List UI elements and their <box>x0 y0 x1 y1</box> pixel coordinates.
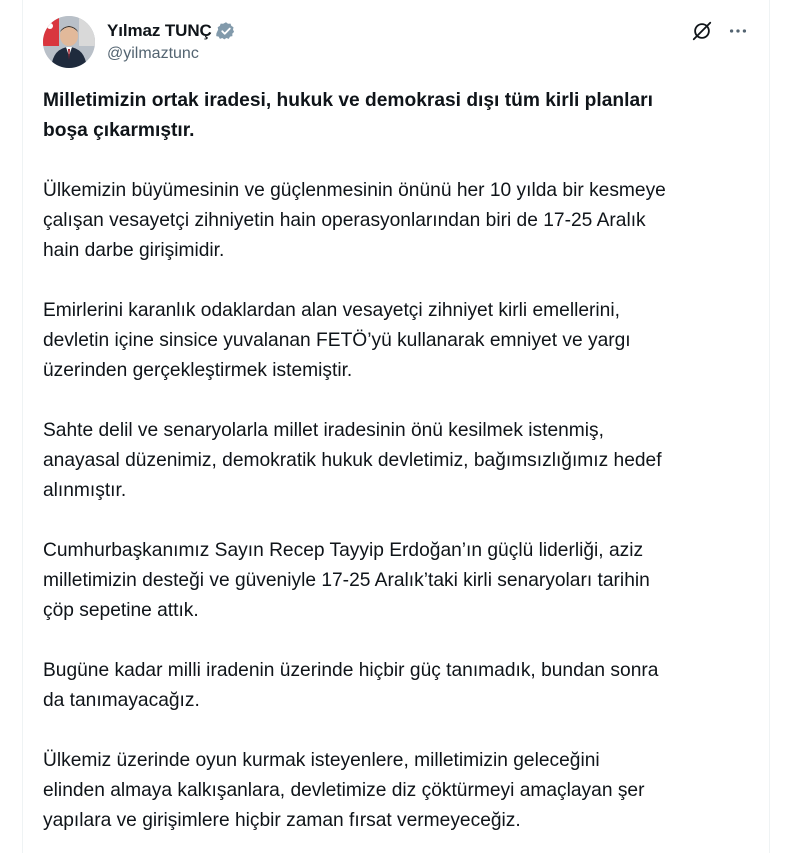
avatar[interactable] <box>43 16 95 68</box>
tweet-paragraph-1: Milletimizin ortak iradesi, hukuk ve demokrasi dışı tüm kirli planları boşa çıkarmıştır. <box>43 90 653 141</box>
tweet-paragraph-6: Bugüne kadar milli iradenin üzerinde hiçbir güç tanımadık, bundan sonra da tanımayacağız. <box>43 660 659 711</box>
grok-icon[interactable] <box>691 20 713 42</box>
more-options-icon[interactable] <box>727 20 749 42</box>
profile-avatar-icon <box>43 16 95 68</box>
author-names <box>107 20 236 63</box>
tweet-paragraph-5: Cumhurbaşkanımız Sayın Recep Tayyip Erdoğan’ın güçlü liderliği, aziz milletimizin desteği ve güveniyle 17-25 Aralık’taki kirli senaryoları tarihin çöp sepetine attık. <box>43 540 650 621</box>
tweet-paragraph-7: Ülkemiz üzerinde oyun kurmak isteyenlere, milletimizin geleceğini elinden almaya kalkışanlara, devletimize diz çöktürmeyi amaçlayan şer yapılara ve girişimlere hiçbir zaman fırsat vermeyeceğiz. <box>43 750 645 831</box>
tweet-actions <box>691 20 749 42</box>
display-name-row <box>107 20 236 42</box>
display-name[interactable]: Yılmaz TUNÇ <box>107 21 212 40</box>
tweet-card <box>22 0 770 853</box>
tweet-paragraph-2: Ülkemizin büyümesinin ve güçlenmesinin önünü her 10 yılda bir kesmeye çalışan vesayetçi zihniyetin hain operasyonlarından biri de 17-25 Aralık hain darbe girişimidir. <box>43 180 666 261</box>
verified-badge-icon[interactable] <box>216 21 236 41</box>
tweet-header <box>43 16 749 68</box>
author-handle[interactable]: @yilmaztunc <box>107 45 199 62</box>
tweet-paragraph-3: Emirlerini karanlık odaklardan alan vesayetçi zihniyet kirli emellerini, devletin içine sinsice yuvalanan FETÖ’yü kullanarak emniyet ve yargı üzerinden gerçekleştirmek istemiştir. <box>43 300 631 381</box>
tweet-paragraph-4: Sahte delil ve senaryolarla millet iradesinin önü kesilmek istenmiş, anayasal düzenimiz, demokratik hukuk devletimiz, bağımsızlığımız hedef alınmıştır. <box>43 420 662 501</box>
tweet-text <box>43 86 753 866</box>
